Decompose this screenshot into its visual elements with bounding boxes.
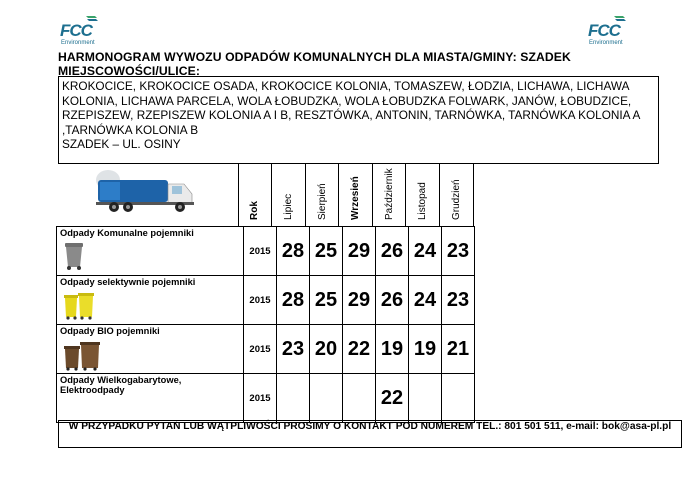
date-cell: 19 [376, 325, 409, 374]
location-line: ,TARNÓWKA KOLONIA B [62, 122, 199, 137]
date-cell [310, 374, 343, 423]
date-cell [277, 374, 310, 423]
header-month [439, 164, 472, 226]
date-cell: 28 [277, 276, 310, 325]
waste-type-label: Odpady BIO pojemniki [60, 326, 160, 336]
header-month [305, 164, 338, 226]
fcc-logo [58, 12, 108, 52]
location-line: KOLONIA, LICHAWA PARCELA, WOLA ŁOBUDZKA, WOLA ŁOBUDZKA FOLWARK, JANÓW, ŁOBUDZICE, [62, 93, 632, 108]
location-line: SZADEK – UL. OSINY [62, 137, 181, 151]
page-title: HARMONOGRAM WYWOZU ODPADÓW KOMUNALNYCH DLA MIASTA/GMINY: SZADEK MIEJSCOWOŚCI/ULICE: [58, 50, 571, 78]
date-cell: 22 [376, 374, 409, 423]
location-line: KROKOCICE, KROKOCICE OSADA, KROKOCICE KOLONIA, TOMASZEW, ŁODZIA, LICHAWA, LICHAWA [62, 79, 630, 93]
month-label: Listopad [416, 182, 428, 220]
date-cell: 26 [376, 276, 409, 325]
logo-word: FCC [60, 21, 92, 40]
waste-type-label: Odpady selektywnie pojemniki [60, 277, 196, 287]
table-row [57, 325, 475, 374]
schedule-table [56, 226, 475, 423]
table-row [57, 374, 475, 423]
date-cell: 22 [343, 325, 376, 374]
date-cell: 25 [310, 276, 343, 325]
month-label: Sierpień [316, 183, 328, 220]
date-cell [409, 374, 442, 423]
header-rok-label: Rok [249, 201, 260, 220]
date-cell: 24 [409, 227, 442, 276]
month-label: Październik [383, 168, 395, 220]
locations-box [58, 76, 659, 164]
date-cell: 24 [409, 276, 442, 325]
date-cell: 26 [376, 227, 409, 276]
date-cell: 23 [442, 227, 475, 276]
date-cell: 20 [310, 325, 343, 374]
year-cell: 2015 [244, 325, 277, 374]
header-rok [238, 164, 270, 226]
contact-footer: W PRZYPADKU PYTAŃ LUB WĄTPLIWOŚCI PROSIMY O KONTAKT POD NUMEREM TEL.: 801 501 511, e-mail: bok@asa-pl.pl [58, 420, 682, 448]
year-cell: 2015 [244, 227, 277, 276]
date-cell [343, 374, 376, 423]
waste-type-cell [57, 227, 244, 276]
date-cell: 29 [343, 276, 376, 325]
logo-sub: Environment [61, 40, 95, 46]
header-month [338, 164, 371, 226]
date-cell: 23 [277, 325, 310, 374]
header-month [372, 164, 405, 226]
month-label: Grudzień [450, 179, 462, 220]
date-cell: 28 [277, 227, 310, 276]
waste-type-cell [57, 325, 244, 374]
yellow-bins-icon [63, 290, 97, 320]
year-cell: 2015 [244, 276, 277, 325]
date-cell: 25 [310, 227, 343, 276]
waste-type-label: Odpady Komunalne pojemniki [60, 228, 194, 238]
year-cell: 2015 [244, 374, 277, 423]
location-line: RZEPISZEW, RZEPISZEW KOLONIA A I B, RESZTÓWKA, ANTONIN, TARNÓWKA, TARNÓWKA KOLONIA A [62, 108, 641, 122]
waste-type-cell [57, 374, 244, 423]
month-label: Wrzesień [349, 176, 361, 220]
table-row [57, 227, 475, 276]
month-label: Lipiec [282, 193, 294, 220]
logo-sub: Environment [589, 40, 623, 46]
garbage-truck-icon [88, 166, 200, 214]
waste-type-label: Odpady Wielkogabarytowe, Elektroodpady [60, 375, 182, 395]
date-cell: 19 [409, 325, 442, 374]
date-cell: 29 [343, 227, 376, 276]
date-cell [442, 374, 475, 423]
waste-type-cell [57, 276, 244, 325]
header-month [271, 164, 304, 226]
date-cell: 21 [442, 325, 475, 374]
header-month [405, 164, 438, 226]
fcc-logo [586, 12, 636, 52]
table-row [57, 276, 475, 325]
grey-bin-icon [63, 241, 85, 271]
logo-word: FCC [588, 21, 620, 40]
brown-bins-icon [63, 339, 103, 371]
date-cell: 23 [442, 276, 475, 325]
